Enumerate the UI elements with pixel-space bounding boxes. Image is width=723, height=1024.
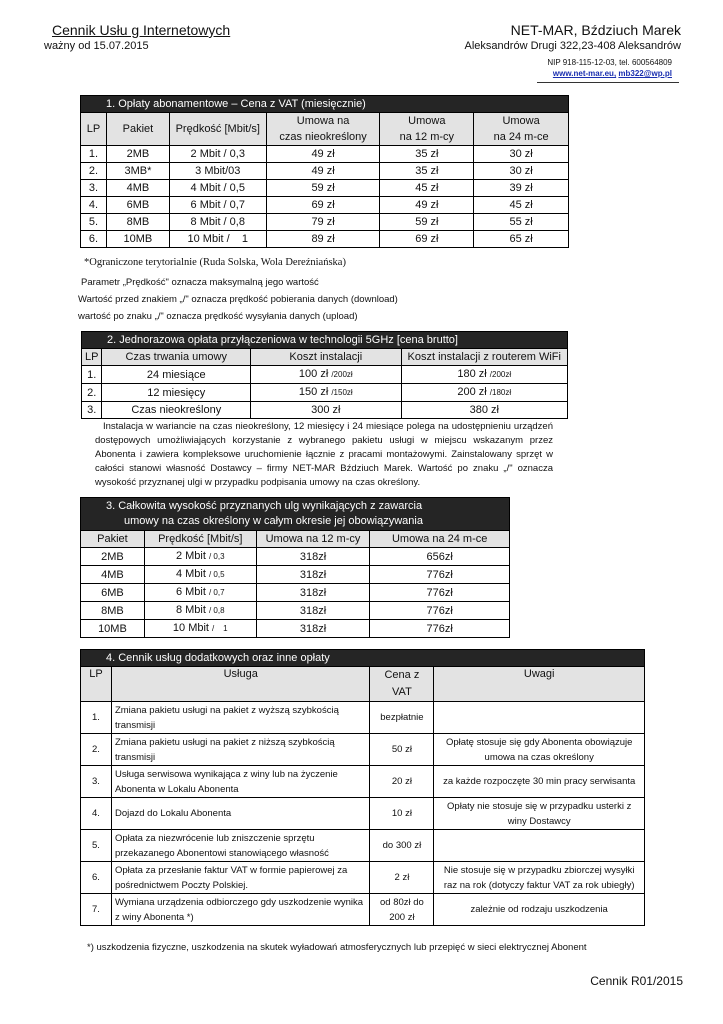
table2-title: 2. Jednorazowa opłata przyłączeniowa w technologii 5GHz [cena brutto] (82, 332, 568, 349)
document-title: Cennik Usłu g Internetowych (52, 22, 231, 38)
cell-lp: 4. (81, 197, 107, 214)
cell-price: od 80zł do 200 zł (370, 894, 434, 926)
header-pakiet: Pakiet (81, 531, 145, 548)
cell-lp: 2. (81, 734, 112, 766)
cell-router: 200 zł /180zł (401, 384, 567, 402)
cell-speed: 3 Mbit/03 (169, 163, 266, 180)
cell-notes: Opłaty nie stosuje się w przypadku usterki z winy Dostawcy (434, 798, 645, 830)
cell-speed: 2 Mbit / 0,3 (169, 146, 266, 163)
header-pakiet: Pakiet (106, 113, 169, 146)
cell-24m: 776zł (370, 602, 510, 620)
cell-service: Dojazd do Lokalu Abonenta (111, 798, 369, 830)
cell-speed: 10 Mbit / 1 (144, 620, 256, 638)
cell-pakiet: 8MB (106, 214, 169, 231)
cell-speed: 8 Mbit / 0,8 (144, 602, 256, 620)
cell-open: 79 zł (266, 214, 380, 231)
restricted-note: *Ograniczone terytorialnie (Ruda Solska, Wola Dereźniańska) (84, 257, 346, 268)
cell-notes: Opłatę stosuje się gdy Abonenta obowiązuje umowa na czas określony (434, 734, 645, 766)
cell-24m: 776zł (370, 620, 510, 638)
table-row (81, 620, 510, 638)
cell-notes: zależnie od rodzaju uszkodzenia (434, 894, 645, 926)
cell-24m: 55 zł (474, 214, 569, 231)
installation-description: Instalacja w wariancie na czas nieokreślony, 12 miesięcy i 24 miesiące polega na udostępnieniu urządzeń dostępowych umożliwiających korzystanie z wybranego pakietu usługi w miejscu wskazanym przez Abonenta i zawiera kompleksowe uruchomienie łącznie z pracami montażowymi. Zainstalowany sprzęt w całości stanowi własność Dostawcy – firmy NET-MAR Bździuch Marek. Wartość po znaku „/" oznacza wysokość przyznanej ulgi w przypadku podpisania umowy na czas określony. (95, 421, 553, 488)
damage-footnote: *) uszkodzenia fizyczne, uszkodzenia na skutek wyładowań atmosferycznych lub przepięć w sieci elektrycznej Abonent (87, 942, 587, 953)
price-list-code: Cennik R01/2015 (590, 974, 683, 988)
download-note: Wartość przed znakiem „/" oznacza prędkość pobierania danych (download) (78, 294, 398, 305)
valid-from: ważny od 15.07.2015 (44, 40, 149, 52)
header-12m-b: na 12 m-cy (380, 129, 474, 146)
cell-lp: 6. (81, 231, 107, 248)
cell-price: bezpłatnie (370, 702, 434, 734)
table3-title: 3. Całkowita wysokość przyznanych ulg wynikających z zawarcia umowy na czas określony w całym okresie jej obowiązywania (81, 498, 510, 531)
header-install-router: Koszt instalacji z routerem WiFi (401, 349, 567, 366)
table-row (81, 862, 645, 894)
table2-header-row (82, 349, 568, 366)
cell-pakiet: 10MB (81, 620, 145, 638)
cell-notes: Nie stosuje się w przypadku zbiorczej wysyłki raz na rok (dotyczy faktur VAT za rok ubiegły) (434, 862, 645, 894)
cell-24m: 656zł (370, 548, 510, 566)
cell-lp: 2. (81, 163, 107, 180)
cell-price: 10 zł (370, 798, 434, 830)
cell-lp: 5. (81, 830, 112, 862)
cell-12m: 318zł (256, 584, 370, 602)
cell-lp: 2. (82, 384, 102, 402)
table-row (82, 402, 568, 419)
table1-header-row (81, 113, 569, 130)
cell-speed: 6 Mbit / 0,7 (144, 584, 256, 602)
cell-pakiet: 4MB (106, 180, 169, 197)
table-row (81, 584, 510, 602)
cell-service: Opłata za niezwrócenie lub zniszczenie sprzętu przekazanego Abonentowi stanowiącego własność (111, 830, 369, 862)
cell-speed: 8 Mbit / 0,8 (169, 214, 266, 231)
header-24m-b: na 24 m-ce (474, 129, 569, 146)
cell-install: 300 zł (251, 402, 401, 419)
header-divider (537, 82, 679, 83)
header-price: Cena z VAT (370, 667, 434, 702)
company-address: Aleksandrów Drugi 322,23-408 Aleksandrów (464, 40, 681, 52)
table-row (81, 566, 510, 584)
cell-12m: 318zł (256, 602, 370, 620)
cell-duration: 24 miesiące (102, 366, 251, 384)
email-link[interactable]: mb322@wp.pl (618, 69, 672, 78)
cell-price: 2 zł (370, 862, 434, 894)
table-row (81, 602, 510, 620)
cell-12m: 318zł (256, 548, 370, 566)
cell-router: 380 zł (401, 402, 567, 419)
cell-24m: 65 zł (474, 231, 569, 248)
table3-header-row (81, 531, 510, 548)
speed-note: Parametr „Prędkość" oznacza maksymalną jego wartość (81, 277, 319, 288)
cell-24m: 39 zł (474, 180, 569, 197)
table-row (81, 702, 645, 734)
cell-lp: 3. (82, 402, 102, 419)
header-duration: Czas trwania umowy (102, 349, 251, 366)
cell-12m: 35 zł (380, 146, 474, 163)
cell-24m: 776zł (370, 584, 510, 602)
company-nip: NIP 918-115-12-03, tel. 600564809 (547, 58, 672, 67)
table-row (81, 798, 645, 830)
table-row (82, 384, 568, 402)
company-name: NET-MAR, Bździuch Marek (510, 22, 681, 38)
table-row (81, 830, 645, 862)
table-row (81, 214, 569, 231)
cell-24m: 776zł (370, 566, 510, 584)
table-row (81, 766, 645, 798)
cell-speed: 6 Mbit / 0,7 (169, 197, 266, 214)
header-12m-a: Umowa (380, 113, 474, 130)
header-speed: Prędkość [Mbit/s] (169, 113, 266, 146)
cell-lp: 7. (81, 894, 112, 926)
cell-service: Opłata za przesłanie faktur VAT w formie papierowej za pośrednictwem Poczty Polskiej. (111, 862, 369, 894)
discounts-table (80, 497, 510, 638)
cell-pakiet: 2MB (81, 548, 145, 566)
cell-12m: 69 zł (380, 231, 474, 248)
cell-notes (434, 830, 645, 862)
cell-install: 100 zł /200zł (251, 366, 401, 384)
header-service: Usługa (111, 667, 369, 702)
header-lp: LP (81, 113, 107, 146)
cell-pakiet: 6MB (106, 197, 169, 214)
cell-24m: 30 zł (474, 163, 569, 180)
cell-lp: 1. (81, 702, 112, 734)
cell-open: 49 zł (266, 146, 380, 163)
cell-pakiet: 8MB (81, 602, 145, 620)
cell-duration: Czas nieokreślony (102, 402, 251, 419)
cell-service: Wymiana urządzenia odbiorczego gdy uszkodzenie wynika z winy Abonenta *) (111, 894, 369, 926)
cell-12m: 35 zł (380, 163, 474, 180)
cell-speed: 10 Mbit / 1 (169, 231, 266, 248)
cell-pakiet: 2MB (106, 146, 169, 163)
header-24m-a: Umowa (474, 113, 569, 130)
cell-router: 180 zł /200zł (401, 366, 567, 384)
cell-lp: 5. (81, 214, 107, 231)
table-row (81, 231, 569, 248)
cell-pakiet: 6MB (81, 584, 145, 602)
website-link[interactable]: www.net-mar.eu, (552, 69, 617, 78)
cell-pakiet: 10MB (106, 231, 169, 248)
upload-note: wartość po znaku „/" oznacza prędkość wysyłania danych (upload) (78, 311, 358, 322)
table4-title: 4. Cennik usług dodatkowych oraz inne opłaty (81, 650, 645, 667)
table-row (82, 366, 568, 384)
cell-speed: 2 Mbit / 0,3 (144, 548, 256, 566)
table-row (81, 734, 645, 766)
cell-open: 89 zł (266, 231, 380, 248)
cell-lp: 6. (81, 862, 112, 894)
cell-open: 59 zł (266, 180, 380, 197)
cell-service: Usługa serwisowa wynikająca z winy lub na życzenie Abonenta w Lokalu Abonenta (111, 766, 369, 798)
cell-speed: 4 Mbit / 0,5 (144, 566, 256, 584)
header-notes: Uwagi (434, 667, 645, 702)
table-row (81, 180, 569, 197)
cell-12m: 318zł (256, 620, 370, 638)
table1-title: 1. Opłaty abonamentowe – Cena z VAT (miesięcznie) (81, 96, 569, 113)
cell-24m: 30 zł (474, 146, 569, 163)
cell-service: Zmiana pakietu usługi na pakiet z wyższą szybkością transmisji (111, 702, 369, 734)
table-row (81, 146, 569, 163)
header-lp: LP (81, 667, 112, 702)
table4-header-row (81, 667, 645, 702)
table-row (81, 197, 569, 214)
header-install: Koszt instalacji (251, 349, 401, 366)
cell-12m: 49 zł (380, 197, 474, 214)
cell-notes: za każde rozpoczęte 30 min pracy serwisanta (434, 766, 645, 798)
cell-12m: 318zł (256, 566, 370, 584)
cell-lp: 3. (81, 766, 112, 798)
cell-speed: 4 Mbit / 0,5 (169, 180, 266, 197)
header-open-b: czas nieokreślony (266, 129, 380, 146)
cell-price: 20 zł (370, 766, 434, 798)
cell-lp: 1. (81, 146, 107, 163)
header-12m: Umowa na 12 m-cy (256, 531, 370, 548)
table-row (81, 548, 510, 566)
cell-12m: 45 zł (380, 180, 474, 197)
subscription-fees-table (80, 95, 569, 248)
cell-pakiet: 3MB* (106, 163, 169, 180)
connection-fee-table (81, 331, 568, 419)
cell-lp: 3. (81, 180, 107, 197)
cell-12m: 59 zł (380, 214, 474, 231)
cell-notes (434, 702, 645, 734)
cell-price: do 300 zł (370, 830, 434, 862)
table-row (81, 163, 569, 180)
header-24m: Umowa na 24 m-ce (370, 531, 510, 548)
additional-services-table (80, 649, 645, 926)
contact-links (553, 69, 672, 78)
header-open-a: Umowa na (266, 113, 380, 130)
cell-service: Zmiana pakietu usługi na pakiet z niższą szybkością transmisji (111, 734, 369, 766)
header-lp: LP (82, 349, 102, 366)
cell-duration: 12 miesięcy (102, 384, 251, 402)
cell-24m: 45 zł (474, 197, 569, 214)
cell-install: 150 zł /150zł (251, 384, 401, 402)
cell-open: 49 zł (266, 163, 380, 180)
table-row (81, 894, 645, 926)
header-speed: Prędkość [Mbit/s] (144, 531, 256, 548)
cell-price: 50 zł (370, 734, 434, 766)
cell-pakiet: 4MB (81, 566, 145, 584)
cell-open: 69 zł (266, 197, 380, 214)
cell-lp: 1. (82, 366, 102, 384)
cell-lp: 4. (81, 798, 112, 830)
